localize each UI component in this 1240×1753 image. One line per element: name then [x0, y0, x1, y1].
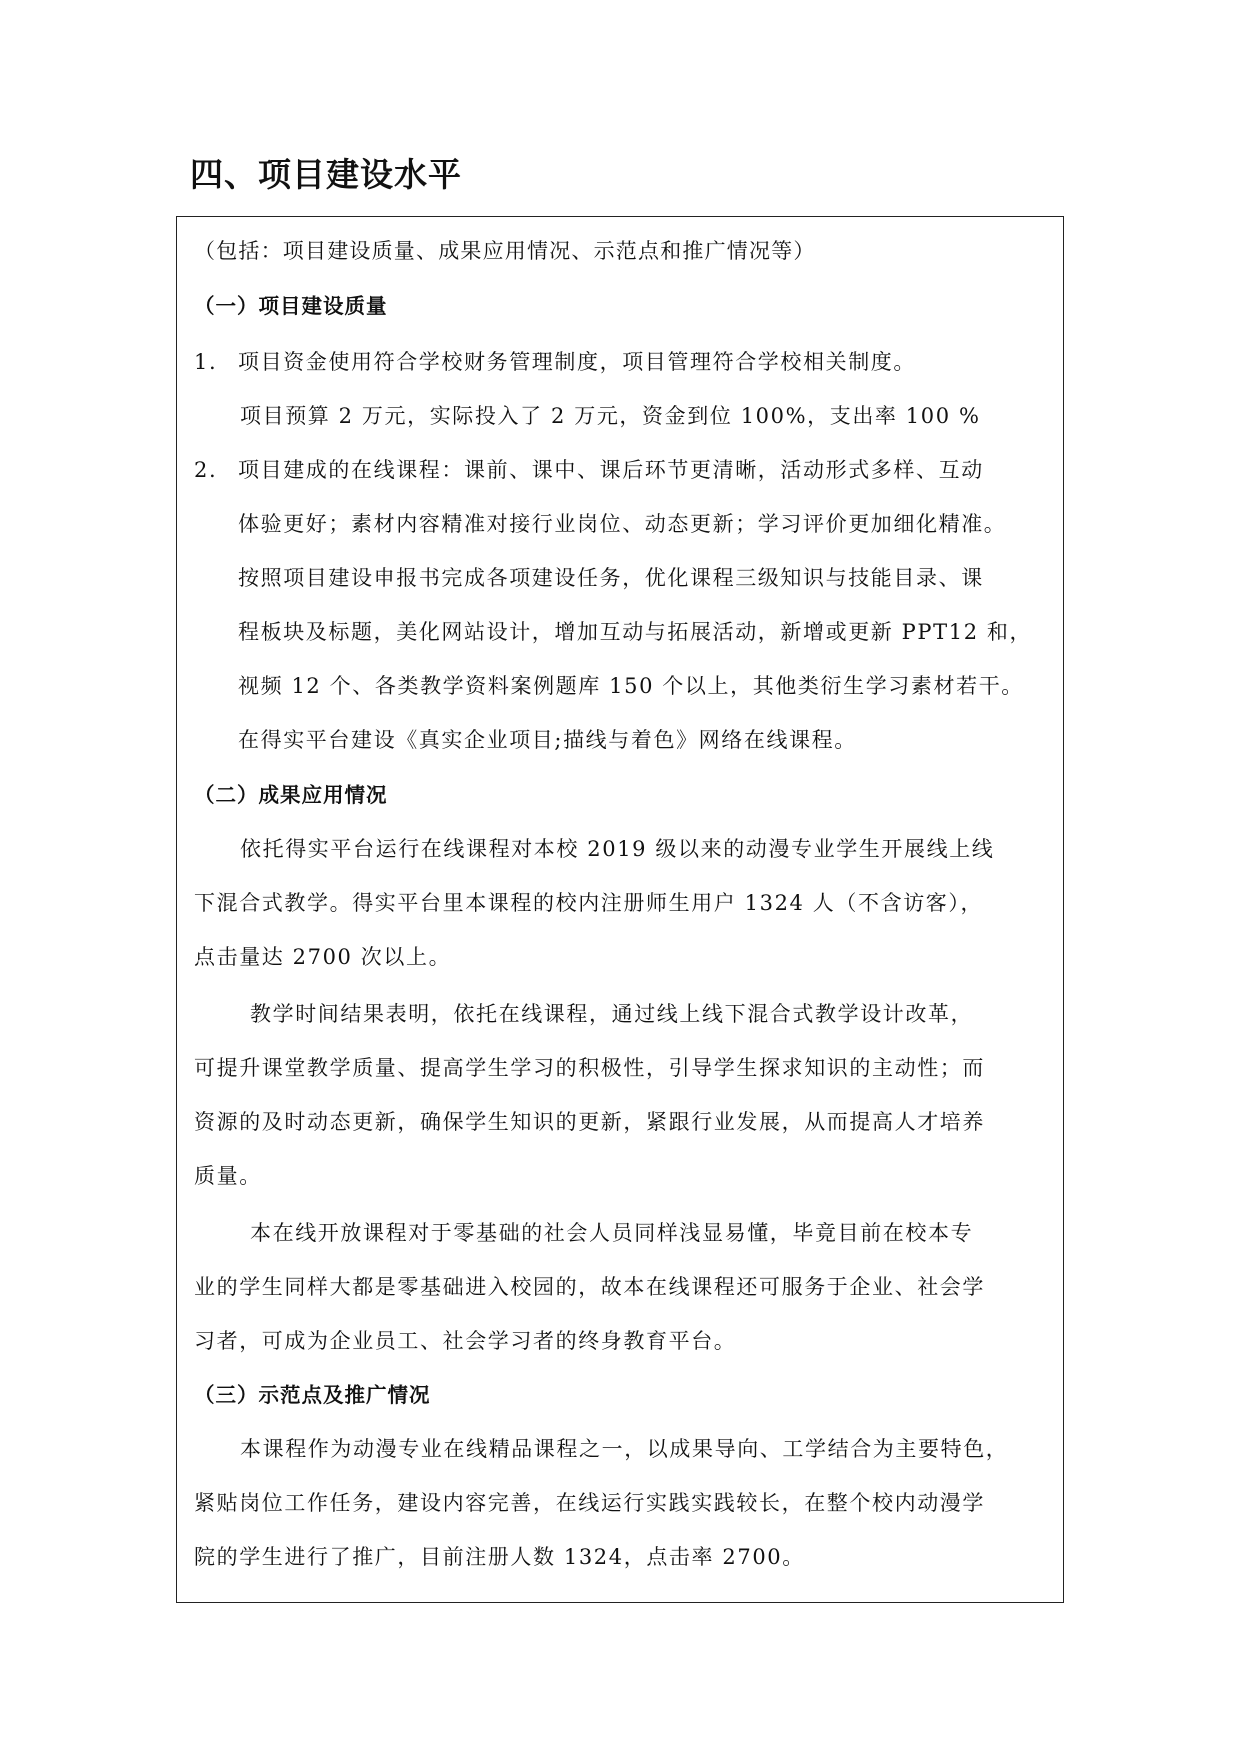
section-heading-promotion: （三）示范点及推广情况 [194, 1383, 431, 1407]
paragraph-line: 质量。 [194, 1164, 262, 1188]
list-item-2-line-4: 程板块及标题，美化网站设计，增加互动与拓展活动，新增或更新 PPT12 和， [238, 620, 1033, 644]
list-item-2-line-5: 视频 12 个、各类教学资料案例题库 150 个以上，其他类衍生学习素材若干。 [238, 674, 1024, 698]
paragraph-line: 下混合式教学。得实平台里本课程的校内注册师生用户 1324 人（不含访客）， [194, 891, 984, 915]
list-item-text: 项目资金使用符合学校财务管理制度，项目管理符合学校相关制度。 [238, 350, 916, 374]
paragraph-line: 本课程作为动漫专业在线精品课程之一，以成果导向、工学结合为主要特色， [240, 1437, 1009, 1461]
paragraph-line: 教学时间结果表明，依托在线课程，通过线上线下混合式教学设计改革， [250, 1002, 974, 1026]
paragraph-line: 业的学生同样大都是零基础进入校园的，故本在线课程还可服务于企业、社会学 [194, 1275, 985, 1299]
paragraph-line: 资源的及时动态更新，确保学生知识的更新，紧跟行业发展，从而提高人才培养 [194, 1110, 985, 1134]
paragraph-line: 紧贴岗位工作任务，建设内容完善，在线运行实践实践较长，在整个校内动漫学 [194, 1491, 985, 1515]
paragraph-line: 习者，可成为企业员工、社会学习者的终身教育平台。 [194, 1329, 737, 1353]
paragraph-line: 院的学生进行了推广，目前注册人数 1324，点击率 2700。 [194, 1545, 805, 1569]
paragraph-line: 依托得实平台运行在线课程对本校 2019 级以来的动漫专业学生开展线上线 [240, 837, 995, 861]
paragraph-line: 点击量达 2700 次以上。 [194, 945, 452, 969]
budget-line: 项目预算 2 万元，实际投入了 2 万元，资金到位 100%，支出率 100 % [240, 404, 981, 428]
list-item-text: 项目建成的在线课程：课前、课中、课后环节更清晰，活动形式多样、互动 [238, 458, 984, 482]
paragraph-line: 可提升课堂教学质量、提高学生学习的积极性，引导学生探求知识的主动性；而 [194, 1056, 985, 1080]
page-title: 四、项目建设水平 [190, 155, 462, 194]
list-number: 1. [194, 350, 218, 374]
section-heading-quality: （一）项目建设质量 [194, 294, 388, 318]
list-item-2-line-2: 体验更好；素材内容精准对接行业岗位、动态更新；学习评价更加细化精准。 [238, 512, 1007, 536]
list-number: 2. [194, 458, 218, 482]
list-item-2-line-6: 在得实平台建设《真实企业项目;描线与着色》网络在线课程。 [238, 728, 857, 752]
paragraph-line: 本在线开放课程对于零基础的社会人员同样浅显易懂，毕竟目前在校本专 [250, 1221, 974, 1245]
scope-note: （包括：项目建设质量、成果应用情况、示范点和推广情况等） [194, 239, 816, 263]
list-item-1 [194, 347, 916, 377]
list-item-2 [194, 455, 984, 485]
section-heading-application: （二）成果应用情况 [194, 783, 388, 807]
list-item-2-line-3: 按照项目建设申报书完成各项建设任务，优化课程三级知识与技能目录、课 [238, 566, 984, 590]
